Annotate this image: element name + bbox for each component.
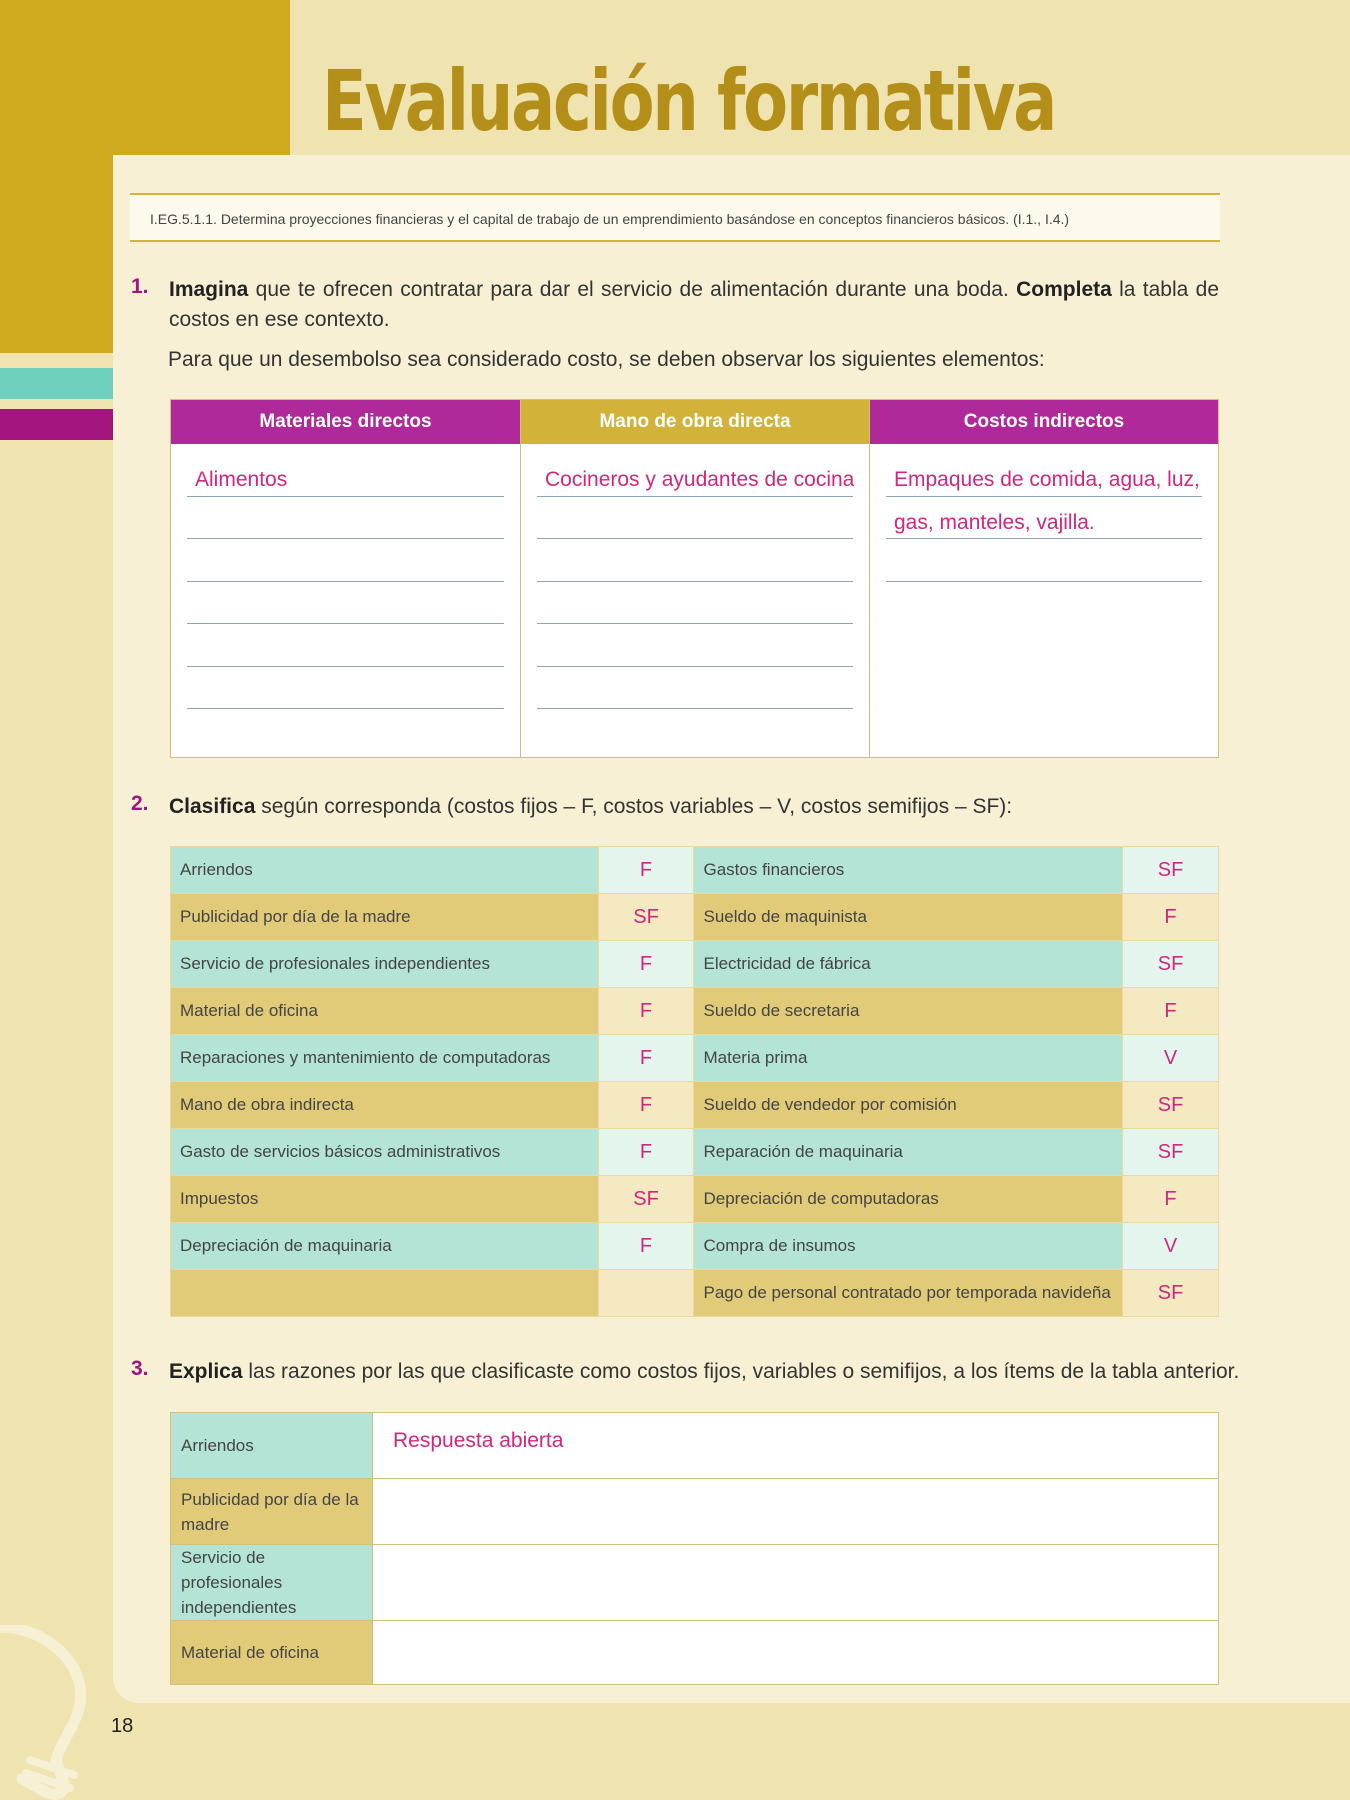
table-row	[171, 1082, 1219, 1129]
explain-row-label: Publicidad por día de la madre	[171, 1479, 373, 1545]
question-3-text	[169, 1357, 1239, 1387]
question-verb: Explica	[169, 1360, 243, 1383]
question-1-intro: Para que un desembolso sea considerado costo, se deben observar los siguientes elementos:	[168, 348, 1045, 371]
answer-line[interactable]	[187, 708, 504, 709]
classify-item: Material de oficina	[171, 988, 599, 1035]
explain-answer-field[interactable]: Respuesta abierta	[373, 1413, 1219, 1479]
classify-answer[interactable]: F	[598, 1129, 694, 1176]
answer-line[interactable]	[537, 623, 853, 624]
lightbulb-icon	[0, 1625, 100, 1800]
table-row	[171, 1035, 1219, 1082]
classify-item	[171, 1270, 599, 1317]
question-number: 1.	[131, 275, 149, 298]
classify-item: Compra de insumos	[694, 1223, 1123, 1270]
answer-line[interactable]	[187, 623, 504, 624]
question-text: las razones por las que clasificaste como costos fijos, variables o semifijos, a los ítems de la tabla anterior.	[242, 1360, 1240, 1383]
page-number: 18	[111, 1715, 134, 1737]
classify-item: Impuestos	[171, 1176, 599, 1223]
classify-answer[interactable]: SF	[1123, 1270, 1219, 1317]
classify-answer[interactable]	[598, 1270, 694, 1317]
classify-item: Sueldo de secretaria	[694, 988, 1123, 1035]
explain-row-label: Material de oficina	[171, 1621, 373, 1685]
classify-answer[interactable]: F	[598, 847, 694, 894]
page-title: Evaluación formativa	[322, 52, 1055, 150]
table-row	[171, 847, 1219, 894]
answer-line[interactable]	[886, 538, 1202, 539]
classify-answer[interactable]: V	[1123, 1223, 1219, 1270]
question-text: la tabla de costos en ese contexto.	[169, 278, 1219, 331]
classify-item: Depreciación de maquinaria	[171, 1223, 599, 1270]
classify-item: Depreciación de computadoras	[694, 1176, 1123, 1223]
classification-table	[170, 846, 1219, 1317]
column-header: Costos indirectos	[870, 400, 1218, 444]
answer-line[interactable]	[537, 496, 853, 497]
classify-item: Servicio de profesionales independientes	[171, 941, 599, 988]
answer-line[interactable]	[537, 581, 853, 582]
handwritten-answer: gas, manteles, vajilla.	[894, 511, 1095, 534]
teal-stripe	[0, 368, 113, 399]
classify-answer[interactable]: F	[1123, 1176, 1219, 1223]
classify-answer[interactable]: V	[1123, 1035, 1219, 1082]
magenta-stripe	[0, 409, 113, 440]
column-costos-indirectos	[869, 400, 1218, 757]
column-header: Mano de obra directa	[521, 400, 869, 444]
classify-item: Materia prima	[694, 1035, 1123, 1082]
classify-answer[interactable]: F	[598, 1223, 694, 1270]
question-text: que te ofrecen contratar para dar el servicio de alimentación durante una boda.	[248, 278, 1017, 301]
question-1-text	[169, 275, 1219, 335]
classify-answer[interactable]: SF	[598, 1176, 694, 1223]
classify-answer[interactable]: F	[598, 988, 694, 1035]
explain-answer-field[interactable]	[373, 1621, 1219, 1685]
question-verb: Clasifica	[169, 795, 256, 818]
table-row	[171, 1176, 1219, 1223]
answer-line[interactable]	[187, 666, 504, 667]
answer-line[interactable]	[886, 496, 1202, 497]
question-number: 3.	[131, 1357, 149, 1380]
question-number: 2.	[131, 792, 149, 815]
classify-answer[interactable]: F	[1123, 988, 1219, 1035]
classify-answer[interactable]: F	[598, 1035, 694, 1082]
answer-line[interactable]	[886, 581, 1202, 582]
explain-row-label: Servicio de profesionales independientes	[171, 1545, 373, 1621]
explain-answer-field[interactable]	[373, 1545, 1219, 1621]
answer-line[interactable]	[187, 496, 504, 497]
cost-elements-table	[170, 399, 1219, 758]
classify-item: Arriendos	[171, 847, 599, 894]
classify-answer[interactable]: F	[598, 941, 694, 988]
question-text: según corresponda (costos fijos – F, costos variables – V, costos semifijos – SF):	[255, 795, 1013, 818]
classify-answer[interactable]: SF	[1123, 1082, 1219, 1129]
classify-item: Mano de obra indirecta	[171, 1082, 599, 1129]
column-materiales-directos	[171, 400, 520, 757]
classify-answer[interactable]: SF	[598, 894, 694, 941]
answer-line[interactable]	[187, 581, 504, 582]
answer-line[interactable]	[537, 538, 853, 539]
answer-line[interactable]	[187, 538, 504, 539]
classify-answer[interactable]: SF	[1123, 847, 1219, 894]
classify-item: Pago de personal contratado por temporada navideña	[694, 1270, 1123, 1317]
classify-answer[interactable]: SF	[1123, 941, 1219, 988]
classify-item: Gasto de servicios básicos administrativos	[171, 1129, 599, 1176]
column-mano-de-obra-directa	[520, 400, 869, 757]
table-row	[171, 894, 1219, 941]
handwritten-answer: Cocineros y ayudantes de cocina	[545, 468, 855, 491]
table-row	[171, 1223, 1219, 1270]
classify-item: Electricidad de fábrica	[694, 941, 1123, 988]
question-verb: Imagina	[169, 278, 249, 301]
evaluation-indicator: I.EG.5.1.1. Determina proyecciones financieras y el capital de trabajo de un emprendimiento basándose en conceptos financieros básicos. (I.1., I.4.)	[130, 193, 1220, 242]
question-2-text	[169, 792, 1012, 822]
classify-item: Gastos financieros	[694, 847, 1123, 894]
classify-item: Publicidad por día de la madre	[171, 894, 599, 941]
table-row	[171, 988, 1219, 1035]
explanation-table	[170, 1412, 1219, 1685]
explain-answer-field[interactable]	[373, 1479, 1219, 1545]
question-1	[131, 275, 1221, 339]
classify-item: Sueldo de vendedor por comisión	[694, 1082, 1123, 1129]
answer-line[interactable]	[537, 708, 853, 709]
classify-item: Reparaciones y mantenimiento de computadoras	[171, 1035, 599, 1082]
table-row	[171, 941, 1219, 988]
classify-answer[interactable]: F	[598, 1082, 694, 1129]
classify-answer[interactable]: SF	[1123, 1129, 1219, 1176]
handwritten-answer: Alimentos	[195, 468, 288, 491]
column-header: Materiales directos	[171, 400, 520, 444]
question-3	[131, 1357, 1240, 1387]
explain-row-label: Arriendos	[171, 1413, 373, 1479]
classify-item: Sueldo de maquinista	[694, 894, 1123, 941]
classify-answer[interactable]: F	[1123, 894, 1219, 941]
handwritten-answer: Empaques de comida, agua, luz,	[894, 468, 1200, 491]
classify-item: Reparación de maquinaria	[694, 1129, 1123, 1176]
table-row	[171, 1129, 1219, 1176]
table-row	[171, 1270, 1219, 1317]
question-verb: Completa	[1016, 278, 1112, 301]
question-2	[131, 792, 1221, 822]
answer-line[interactable]	[537, 666, 853, 667]
